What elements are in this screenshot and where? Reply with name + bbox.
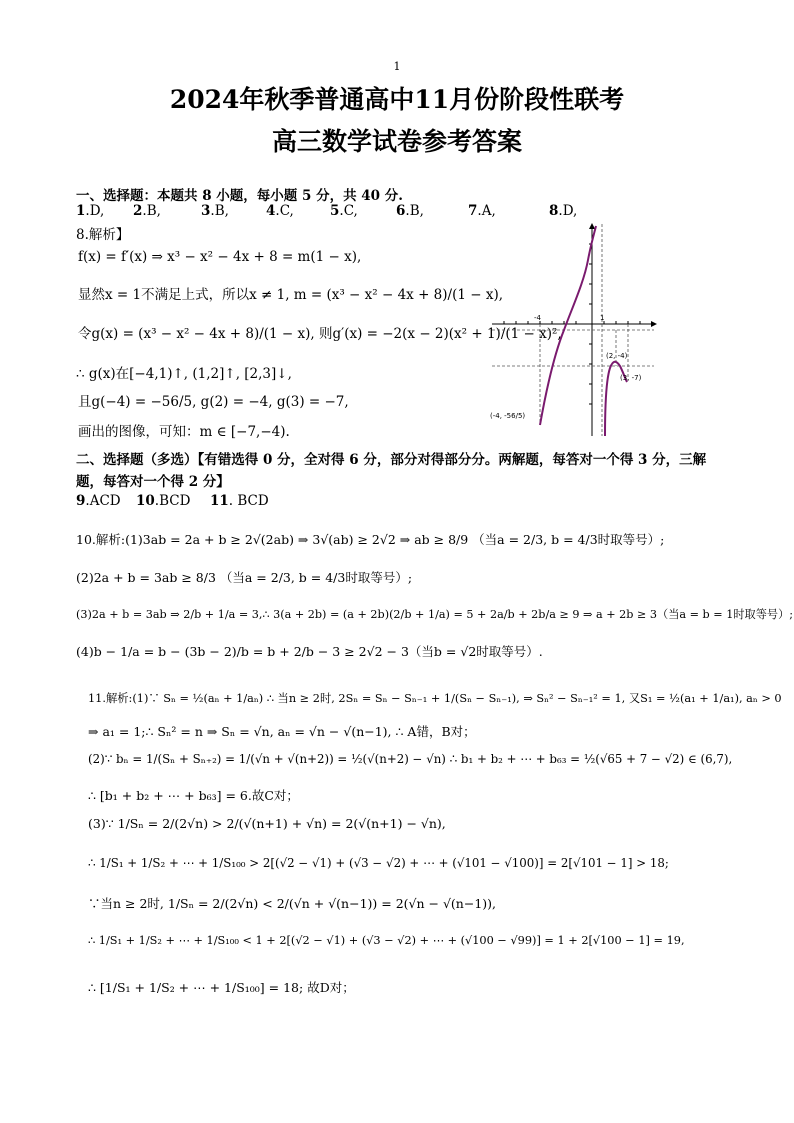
answer-num: 7: [468, 203, 478, 219]
q8-line: 令g(x) = (x³ − x² − 4x + 8)/(1 − x), 则g′(x) = −2(x − 2)(x² + 1)/(1 − x)²,: [78, 326, 562, 342]
q11-line: ∵当n ≥ 2时, 1/Sₙ = 2/(2√n) < 2/(√n + √(n−1)) = 2(√n − √(n−1)),: [88, 896, 497, 911]
answer-num: 6: [396, 203, 406, 219]
q8-line: 显然x = 1不满足上式，所以x ≠ 1, m = (x³ − x² − 4x + 8)/(1 − x),: [78, 287, 503, 303]
curve-left-branch: [540, 226, 596, 425]
label-point-3: (3, -7): [620, 374, 642, 382]
answer-item: [468, 203, 496, 219]
answer-item: [266, 203, 294, 219]
label-point-2: (2, -4): [606, 352, 628, 360]
function-graph: [484, 220, 664, 440]
answer-num: 2: [133, 203, 143, 219]
q11-line: (2)∵ bₙ = 1/(Sₙ + Sₙ₊₂) = 1/(√n + √(n+2)) = ½(√(n+2) − √n) ∴ b₁ + b₂ + ⋯ + b₆₃ = ½(√65 + 7 − √2) ∈ (6,7),: [88, 752, 733, 766]
answer-num: 4: [266, 203, 276, 219]
answer-item: [330, 203, 358, 219]
label-point-neg4: (-4, -56/5): [490, 412, 526, 420]
section2-heading-line2: 题，每答对一个得 2 分】: [76, 474, 230, 490]
answer-value: .A,: [477, 203, 496, 219]
q8-label: 8.解析】: [76, 227, 130, 243]
answer-value: .D,: [558, 203, 578, 219]
page-subtitle: 高三数学试卷参考答案: [271, 127, 522, 156]
answer-num: 1: [76, 203, 86, 219]
q11-line: ∴ 1/S₁ + 1/S₂ + ⋯ + 1/S₁₀₀ > 2[(√2 − √1) + (√3 − √2) + ⋯ + (√101 − √100)] = 2[√101 − 1] > 18;: [88, 856, 669, 870]
answer-value: .B,: [142, 203, 161, 219]
answer-item: [549, 203, 577, 219]
answer-num: 3: [201, 203, 211, 219]
q10-line: 10.解析:(1)3ab = 2a + b ≥ 2√(2ab) ⇒ 3√(ab) ≥ 2√2 ⇒ ab ≥ 8/9 （当a = 2/3, b = 4/3时取等号）;: [76, 532, 665, 547]
answer-value: .C,: [339, 203, 358, 219]
answer-value: .ACD: [85, 493, 121, 509]
curve-right-branch: [605, 362, 627, 436]
q8-line: 画出的图像，可知：m ∈ [−7,−4).: [78, 424, 290, 440]
answer-item: [133, 203, 161, 219]
page-title: 2024年秋季普通高中11月份阶段性联考: [169, 85, 625, 114]
q11-line: ∴ [1/S₁ + 1/S₂ + ⋯ + 1/S₁₀₀] = 18; 故D对；: [88, 980, 355, 995]
answer-num: 10: [136, 493, 155, 509]
section1-answers: [76, 203, 636, 221]
answer-value: .B,: [210, 203, 229, 219]
answer-item: [76, 493, 121, 509]
answer-item: [136, 493, 190, 509]
answer-item: [210, 493, 269, 509]
q10-line: (2)2a + b = 3ab ≥ 8/3 （当a = 2/3, b = 4/3时取等号）;: [76, 570, 413, 585]
q11-line: 11.解析:(1)∵ Sₙ = ½(aₙ + 1/aₙ) ∴ 当n ≥ 2时, 2Sₙ = Sₙ − Sₙ₋₁ + 1/(Sₙ − Sₙ₋₁), ⇒ Sₙ² − Sₙ₋₁² = 1, 又S₁ = ½(a₁ + 1/a₁), aₙ > 0: [88, 692, 782, 705]
label-x-1: 1: [600, 314, 605, 322]
label-x-neg4: -4: [534, 314, 541, 322]
q11-line: ∴ 1/S₁ + 1/S₂ + ⋯ + 1/S₁₀₀ < 1 + 2[(√2 − √1) + (√3 − √2) + ⋯ + (√100 − √99)] = 1 + 2[√100 − 1] = 19,: [88, 934, 685, 947]
answer-num: 9: [76, 493, 86, 509]
section2-heading-line1: 二、选择题（多选）【有错选得 0 分，全对得 6 分，部分对得部分分。两解题，每答对一个得 3 分，三解: [76, 452, 707, 468]
guide-lines: [492, 224, 654, 436]
answer-value: .B,: [405, 203, 424, 219]
q10-line: (4)b − 1/a = b − (3b − 2)/b = b + 2/b − 3 ≥ 2√2 − 3（当b = √2时取等号）.: [76, 644, 543, 659]
answer-num: 11: [210, 493, 229, 509]
answer-item: [76, 203, 104, 219]
answer-item: [201, 203, 229, 219]
q11-line: ∴ [b₁ + b₂ + ⋯ + b₆₃] = 6.故C对；: [88, 788, 299, 803]
answer-value: .BCD: [154, 493, 191, 509]
answer-num: 8: [549, 203, 559, 219]
q10-line: (3)2a + b = 3ab ⇒ 2/b + 1/a = 3,∴ 3(a + 2b) = (a + 2b)(2/b + 1/a) = 5 + 2a/b + 2b/a ≥ 9 ⇒ a + 2b ≥ 3（当a = b = 1时取等号）;: [76, 608, 794, 621]
section2-answers: [76, 493, 376, 511]
q8-line: ∴ g(x)在[−4,1)↑, (1,2]↑, [2,3]↓,: [76, 366, 292, 382]
answer-value: .D,: [85, 203, 105, 219]
answer-value: .C,: [275, 203, 294, 219]
page-number: 1: [393, 60, 401, 73]
answer-value: . BCD: [228, 493, 269, 509]
q11-line: ⇒ a₁ = 1;∴ Sₙ² = n ⇒ Sₙ = √n, aₙ = √n − √(n−1), ∴ A错，B对；: [88, 724, 476, 739]
answer-num: 5: [330, 203, 340, 219]
answer-item: [396, 203, 424, 219]
q8-line: f(x) = f′(x) ⇒ x³ − x² − 4x + 8 = m(1 − x),: [78, 249, 362, 265]
q11-line: (3)∵ 1/Sₙ = 2/(2√n) > 2/(√(n+1) + √n) = 2(√(n+1) − √n),: [88, 816, 446, 831]
section1-heading: 一、选择题：本题共 8 小题，每小题 5 分，共 40 分.: [76, 188, 403, 204]
q8-line: 且g(−4) = −56/5, g(2) = −4, g(3) = −7,: [78, 394, 349, 410]
